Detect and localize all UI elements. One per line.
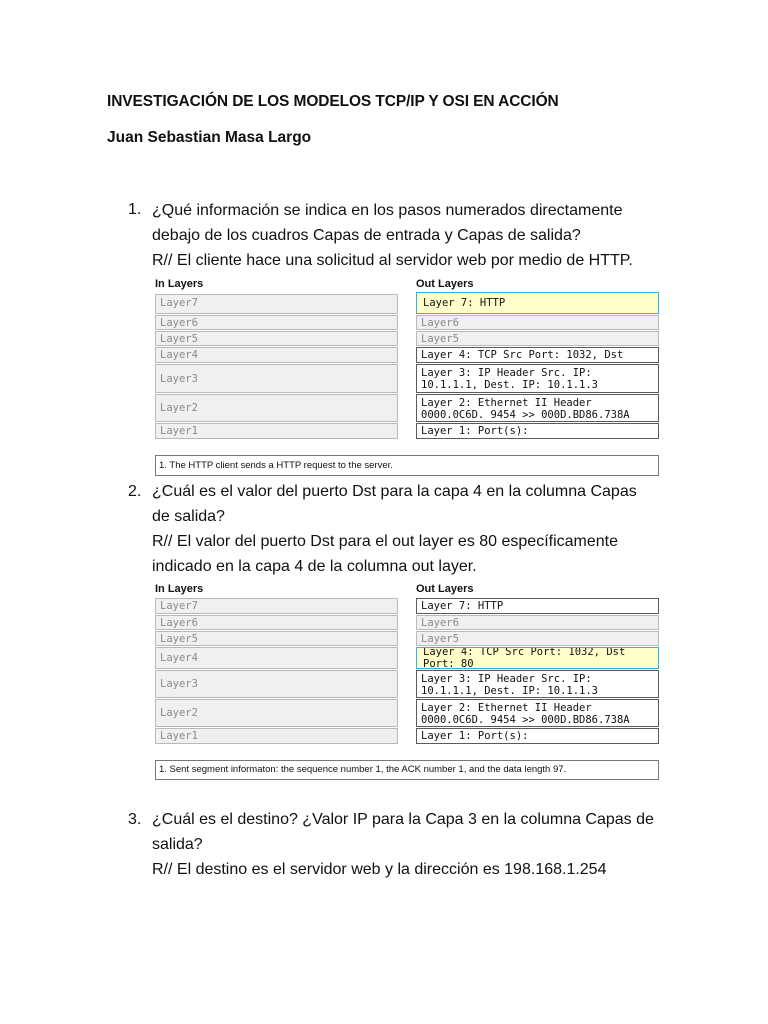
- in-layer-4: Layer4: [155, 347, 398, 363]
- document-title: INVESTIGACIÓN DE LOS MODELOS TCP/IP Y OSI EN ACCIÓN: [107, 93, 559, 110]
- in-layer-2: Layer2: [155, 394, 398, 422]
- step-info-box: 1. Sent segment informaton: the sequence number 1, the ACK number 1, and the data length 97.: [155, 760, 659, 780]
- in-layers-header: In Layers: [155, 583, 204, 595]
- out-layer-4[interactable]: Layer 4: TCP Src Port: 1032, Dst: [416, 347, 659, 363]
- out-layer-7[interactable]: Layer 7: HTTP: [416, 598, 659, 614]
- in-layer-7: Layer7: [155, 598, 398, 614]
- out-layer-2[interactable]: Layer 2: Ethernet II Header 0000.0C6D. 9454 >> 000D.BD86.738A: [416, 394, 659, 422]
- question-1-line: debajo de los cuadros Capas de entrada y Capas de salida?: [152, 227, 581, 244]
- question-3-line: salida?: [152, 836, 203, 853]
- out-layer-6: Layer6: [416, 615, 659, 630]
- out-layer-3[interactable]: Layer 3: IP Header Src. IP: 10.1.1.1, Dest. IP: 10.1.1.3: [416, 364, 659, 393]
- answer-2-line: R// El valor del puerto Dst para el out layer es 80 específicamente: [152, 533, 619, 550]
- in-layer-6: Layer6: [155, 315, 398, 330]
- out-layer-3[interactable]: Layer 3: IP Header Src. IP: 10.1.1.1, Dest. IP: 10.1.1.3: [416, 670, 659, 698]
- in-layer-5: Layer5: [155, 331, 398, 346]
- in-layer-5: Layer5: [155, 631, 398, 646]
- question-2-number: 2.: [128, 483, 142, 500]
- out-layer-5: Layer5: [416, 331, 659, 346]
- out-layer-6: Layer6: [416, 315, 659, 330]
- out-layers-header: Out Layers: [416, 583, 474, 595]
- question-2-line: de salida?: [152, 508, 225, 525]
- answer-3-line: R// El destino es el servidor web y la dirección es 198.168.1.254: [152, 861, 607, 878]
- out-layer-4-selected[interactable]: Layer 4: TCP Src Port: 1032, Dst Port: 80: [416, 647, 659, 669]
- question-1-number: 1.: [128, 201, 142, 218]
- out-layer-2[interactable]: Layer 2: Ethernet II Header 0000.0C6D. 9454 >> 000D.BD86.738A: [416, 699, 659, 727]
- layers-figure-1: [153, 278, 660, 478]
- out-layer-1[interactable]: Layer 1: Port(s):: [416, 728, 659, 744]
- answer-2-line: indicado en la capa 4 de la columna out layer.: [152, 558, 477, 575]
- step-info-box: 1. The HTTP client sends a HTTP request to the server.: [155, 455, 659, 476]
- in-layers-header: In Layers: [155, 278, 204, 290]
- answer-1-line: R// El cliente hace una solicitud al servidor web por medio de HTTP.: [152, 252, 633, 269]
- question-3-number: 3.: [128, 811, 142, 828]
- author-name: Juan Sebastian Masa Largo: [107, 129, 312, 146]
- out-layer-1[interactable]: Layer 1: Port(s):: [416, 423, 659, 439]
- question-3-line: ¿Cuál es el destino? ¿Valor IP para la Capa 3 en la columna Capas de: [152, 811, 654, 828]
- in-layer-4: Layer4: [155, 647, 398, 669]
- out-layers-header: Out Layers: [416, 278, 474, 290]
- out-layer-7-selected[interactable]: Layer 7: HTTP: [416, 292, 659, 314]
- question-1-line: ¿Qué información se indica en los pasos numerados directamente: [152, 202, 623, 219]
- out-layer-5: Layer5: [416, 631, 659, 646]
- question-2-line: ¿Cuál es el valor del puerto Dst para la capa 4 en la columna Capas: [152, 483, 637, 500]
- in-layer-1: Layer1: [155, 728, 398, 744]
- in-layer-7: Layer7: [155, 294, 398, 314]
- layers-figure-2: [153, 583, 660, 781]
- in-layer-3: Layer3: [155, 364, 398, 393]
- in-layer-3: Layer3: [155, 670, 398, 698]
- question-1-text: [152, 198, 664, 273]
- in-layer-1: Layer1: [155, 423, 398, 439]
- question-2-text: [152, 479, 664, 579]
- in-layer-6: Layer6: [155, 615, 398, 630]
- in-layer-2: Layer2: [155, 699, 398, 727]
- question-3-text: [152, 807, 664, 882]
